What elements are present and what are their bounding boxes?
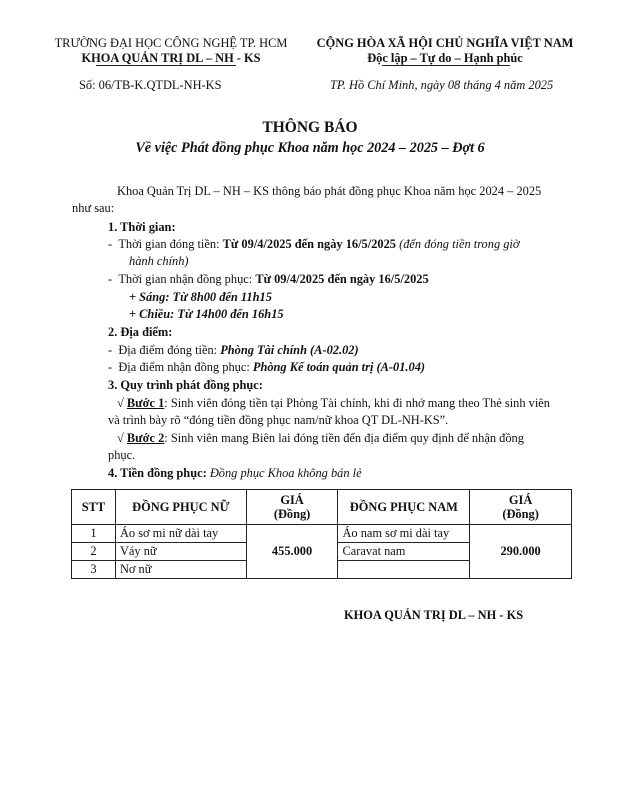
section-process-heading: 3. Quy trình phát đồng phục: — [108, 378, 263, 392]
row-stt: 2 — [72, 543, 116, 561]
receive-time-label: Thời gian nhận đồng phục: — [118, 272, 256, 286]
row-male-item: Áo nam sơ mi dài tay — [338, 525, 470, 543]
place-date: TP. Hồ Chí Minh, ngày 08 tháng 4 năm 2025 — [330, 78, 554, 92]
female-price-cell: 455.000 — [246, 525, 338, 579]
row-male-item — [338, 561, 470, 579]
pay-place-line — [108, 342, 359, 358]
pay-place-label: Địa điểm đóng tiền: — [118, 343, 221, 357]
signature-block: KHOA QUẢN TRỊ DL – NH - KS — [344, 608, 524, 622]
step1-text-cont: và trình bày rõ “đóng tiền đồng phục nam/nữ khoa QT DL-NH-KS”. — [108, 413, 449, 427]
section-time-heading: 1. Thời gian: — [108, 220, 176, 234]
receive-time-value: Từ 09/4/2025 đến ngày 16/5/2025 — [255, 272, 429, 286]
document-number: Số: 06/TB-K.QTDL-NH-KS — [79, 78, 222, 92]
faculty-name: KHOA QUẢN TRỊ DL – NH - KS — [81, 51, 261, 65]
afternoon-hours: + Chiều: Từ 14h00 đến 16h15 — [129, 307, 284, 321]
header-female-price: GIÁ (Đồng) — [246, 490, 338, 525]
row-stt: 3 — [72, 561, 116, 579]
table-row — [72, 525, 572, 543]
check-icon: √ — [117, 431, 124, 445]
pay-time-line — [108, 236, 520, 252]
pay-place-value: Phòng Tài chính (A-02.02) — [220, 343, 359, 357]
step1-line — [117, 395, 550, 411]
page-subtitle: Về việc Phát đồng phục Khoa năm học 2024 – 2025 – Đợt 6 — [135, 140, 485, 156]
page-title: THÔNG BÁO — [262, 119, 358, 136]
section-price-line — [108, 465, 362, 481]
bullet: - — [108, 360, 119, 374]
section-place-heading: 2. Địa điểm: — [108, 325, 173, 339]
bullet: - — [108, 343, 119, 357]
step1-text: : Sinh viên đóng tiền tại Phòng Tài chính, khi đi nhớ mang theo Thẻ sinh viên — [164, 396, 550, 410]
intro-text: Khoa Quản Trị DL – NH – KS thông báo phát đồng phục Khoa năm học 2024 – 2025 — [117, 184, 542, 198]
morning-hours: + Sáng: Từ 8h00 đến 11h15 — [129, 290, 272, 304]
intro-text-cont: như sau: — [72, 201, 115, 215]
step2-label: Bước 2 — [126, 431, 165, 445]
row-stt: 1 — [72, 525, 116, 543]
header-male-price: GIÁ (Đồng) — [470, 490, 572, 525]
header-stt: STT — [72, 490, 116, 525]
motto-underline — [382, 65, 510, 66]
row-female-item: Nơ nữ — [115, 561, 246, 579]
step1-label: Bước 1 — [126, 396, 165, 410]
step2-line — [117, 430, 524, 446]
receive-place-value: Phòng Kế toán quản trị (A-01.04) — [252, 360, 426, 374]
step2-text: : Sinh viên mang Biên lai đóng tiền đến địa điểm quy định để nhận đồng — [164, 431, 524, 445]
bullet: - — [108, 272, 119, 286]
header-male-uniform: ĐỒNG PHỤC NAM — [338, 490, 470, 525]
row-female-item: Váy nữ — [115, 543, 246, 561]
row-female-item: Áo sơ mi nữ dài tay — [115, 525, 246, 543]
row-male-item: Caravat nam — [338, 543, 470, 561]
receive-place-line — [108, 359, 425, 375]
national-title: CỘNG HÒA XÃ HỘI CHỦ NGHĨA VIỆT NAM — [316, 36, 574, 50]
male-price-cell: 290.000 — [470, 525, 572, 579]
pay-time-note-cont: hành chính) — [129, 254, 189, 268]
pay-time-label: Thời gian đóng tiền: — [118, 237, 223, 251]
national-motto: Độc lập – Tự do – Hạnh phúc — [367, 51, 523, 65]
check-icon: √ — [117, 396, 124, 410]
uniform-price-table — [71, 489, 572, 579]
bullet: - — [108, 237, 119, 251]
section-price-heading: 4. Tiền đồng phục: — [108, 466, 210, 480]
header-female-uniform: ĐỒNG PHỤC NỮ — [115, 490, 246, 525]
faculty-underline — [96, 65, 236, 66]
section-price-note: Đồng phục Khoa không bán lẻ — [209, 466, 362, 480]
receive-time-line — [108, 271, 429, 287]
step2-text-cont: phục. — [108, 448, 136, 462]
receive-place-label: Địa điểm nhận đồng phục: — [118, 360, 253, 374]
pay-time-note: (đến đóng tiền trong giờ — [395, 237, 520, 251]
university-name: TRƯỜNG ĐẠI HỌC CÔNG NGHỆ TP. HCM — [54, 36, 288, 50]
table-header-row — [72, 490, 572, 525]
pay-time-value: Từ 09/4/2025 đến ngày 16/5/2025 — [222, 237, 396, 251]
